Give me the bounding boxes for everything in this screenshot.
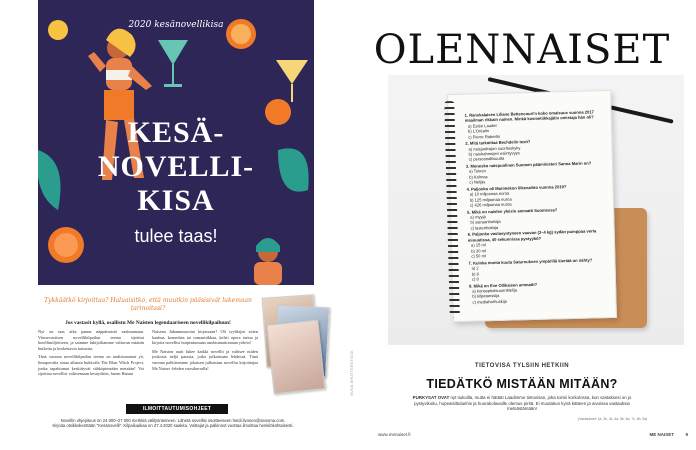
footer-url: www.menaiset.fi: [378, 432, 411, 437]
article-column-2: [152, 329, 258, 374]
intro-text: nyt tiukoilla, mutta ei hätää! Laadimme tietovisan, joka toimii korkolossa, kun vastaksesi on jo pystyvikoitu, hopeaisittulanhis ja huorakolavaille olemus piritä. Ei muotakun kynä kätteen ja aivoissa vastauksia metsästämään!: [414, 395, 632, 412]
article-teaser: Tykkäätkö kirjoittaa? Haluaisitko, että muutkin pääsisivät lukemaan tarinoitasi?: [44, 297, 252, 312]
contest-article: [38, 295, 258, 415]
intro-bold: PURKYSAT OVAT: [412, 395, 450, 400]
quiz-option: b) Kolmas: [469, 173, 488, 180]
quiz-option: c) lastenhoitaja: [470, 224, 499, 231]
poster-title-line: NOVELLI-: [97, 150, 255, 183]
quiz-question-text: 4. Paljonko oli Marimekon liikevaihto vuonna 2019?: [466, 183, 567, 192]
quiz-photo: [388, 75, 684, 345]
quiz-question: [465, 109, 604, 140]
paragraph: Me Naisten raati lukee kaikki novellit ja valitsee niiden joukosta neljä parasta, jotka julkaistaan lehdessä. Tänä vuonna palkitsemme jokaisen julkaistun novellin kirjoittajaa Me Naiset -lehden vuosikerralla!: [152, 348, 258, 371]
article-title: TIEDÄTKÖ MISTÄÄN MITÄÄN?: [426, 377, 618, 391]
quiz-option: c) persoonallisuutta: [468, 156, 505, 163]
quiz-option: a) konseptialsuunnittelija: [472, 287, 518, 294]
quiz-option: c) Neljäs: [469, 179, 486, 185]
quiz-option: a) Toinen: [469, 168, 486, 175]
paragraph: Tänä vuonna novellikilpailun teema on uudistumaton yö, limapovalta sinua aihauta hukkoffa The Blair Witch Project, jonka tapahtumat keskittyvät sähköpimeään metsään! Voi sijoittaa novellisi valitsemaan kesäyöhön, huom Hannu: [38, 354, 144, 377]
quiz-option: b) 8: [471, 270, 479, 277]
quiz-option: c) Pierre Robertin: [468, 133, 501, 140]
quiz-question-text: 2. Mitä tarkoittaa Bechdelin testi?: [465, 139, 531, 146]
magazine-covers: [262, 296, 344, 396]
quiz-option: a) Estée Lauder: [467, 122, 498, 129]
signup-instructions-heading: ILMOITTAUTUMISOHJEET: [126, 404, 228, 414]
quiz-question: [468, 257, 607, 282]
quiz-option: b) sairaanhoitaja: [470, 219, 501, 226]
spiral-notebook: [447, 90, 617, 322]
quiz-option: b) 125 miljoonaa euroa: [469, 196, 512, 203]
quiz-question: [469, 280, 608, 305]
quiz-option: a) 10 miljoonaa euroa: [469, 190, 510, 197]
quiz-question-text: 7. Kuinka monta kuuta Saturnuksen ympärillä kiertää on nähty?: [468, 257, 593, 266]
quiz-option: c) 50 ml: [471, 253, 486, 259]
quiz-option: b) naishahmojen esiintyvyys: [468, 150, 520, 157]
footnote-line: Kirjoita otsikkokenttään "Kesänovelli". Kilpailuaikaa on 27.4.2020 saakka. Voittajat ja palkinnot vuottaa ilmoittaa henkilökohtaisesti.: [52, 423, 294, 429]
quiz-question-text: 6. Paljonko vastasyntyneen vauvan (3–4 kg) sydän pumppaa verta minuutissa, 40 sekunnissa pystyykö?: [467, 228, 597, 243]
article-lead: Jos vastasit kyllä, osallistu Me Naisten legendaariseen novellikilpailuun!: [65, 320, 231, 326]
article-kicker: TIETOVISA TYLSIIN HETKIIN: [474, 363, 570, 369]
quiz-question-text: 3. Monesko naispuolinen Suomen pääministeri Sanna Marin on?: [465, 160, 592, 169]
quiz-option: b) L'Oréalin: [467, 128, 490, 134]
contest-poster: [38, 0, 314, 285]
quiz-question: [465, 137, 604, 162]
quiz-option: b) 30 ml: [471, 247, 487, 254]
footer-brand: ME NAISET: [649, 432, 674, 437]
quiz-question-text: 5. Mikä on naisten yleisin ammatti Suomessa?: [467, 206, 558, 215]
paragraph: Nyt on taas aika panna näppäimistö sauhuamaan. Viimevuotisen novellikilpailun teema sijoittui hotellimiljööseen, ja saimme lukijoiltamme valtavan määrän huikeita ja koskettavia tarinoita.: [38, 329, 144, 351]
quiz-question: [466, 183, 605, 208]
contest-footnote: [38, 418, 308, 429]
quiz-question-text: 1. Ranskalaisen Liliane Bettencourt'n koko omaisuus vuonna 2017 maailman rikkain nainen. Minkä kosmetiikkajätin omistaja hän oli?: [464, 109, 594, 124]
answers-note: (Vastaukset: 1a, 2b, 3c, 4a, 5b, 6a, 7c, 8b, 9a): [578, 417, 648, 421]
right-page: [348, 0, 696, 450]
page-footer: [378, 432, 688, 440]
quiz-option: a) 2: [471, 265, 479, 271]
cocktail-glass-icon: [158, 40, 188, 65]
cocktail-glass-icon-2: [276, 60, 308, 84]
poster-title-line: KISA: [137, 184, 215, 217]
poster-header: 2020 kesänovellikisa: [128, 20, 224, 30]
quiz-option: c) 426 miljoonaa euroa: [469, 201, 512, 208]
footnote-line: Novellin ohjepituus on 24 000–27 000 merkkiä välilyönteineen. Lähetä novellisi osoitteeseen heidi.livonen@sanoma.com.: [60, 418, 286, 423]
quiz-option: b) kilpatanssija: [472, 293, 500, 299]
photo-credit: KUVA SHUTTERSTOCK: [350, 350, 354, 396]
poster-title: [38, 116, 314, 218]
poster-tagline: tulee taas!: [134, 226, 218, 246]
quiz-option: c) 8: [471, 276, 479, 282]
quiz-question: [466, 160, 605, 185]
quiz-question-text: 8. Mikä on Eve Ollikaisen ammatti?: [468, 281, 538, 289]
paragraph: Naisena Juhannusnoitat kirjassaan? Oli tyylilajisi sitten kauhua, komediaa tai romantiikkaa, kelsii opera tarina ja kirjoita novellisi huipentumaan unohtumattomaan yöhön!: [152, 329, 258, 346]
article-column-1: [38, 329, 144, 380]
section-title: OLENNAISET: [373, 27, 671, 73]
quiz-question: [468, 229, 607, 260]
quiz-option: a) myyjä: [470, 214, 486, 220]
quiz-option: c) mediaharhuskija: [472, 298, 507, 305]
quiz-option: a) naisjuoksijan suorituskyky: [468, 144, 521, 152]
article-intro: [406, 395, 638, 412]
page-number: 9: [685, 432, 688, 437]
quiz-question: [467, 206, 606, 231]
quiz-list: [465, 109, 608, 305]
poster-title-line: KESÄ-: [127, 116, 225, 149]
quiz-option: a) 15 ml: [470, 242, 486, 248]
magazine-cover: [266, 319, 325, 394]
